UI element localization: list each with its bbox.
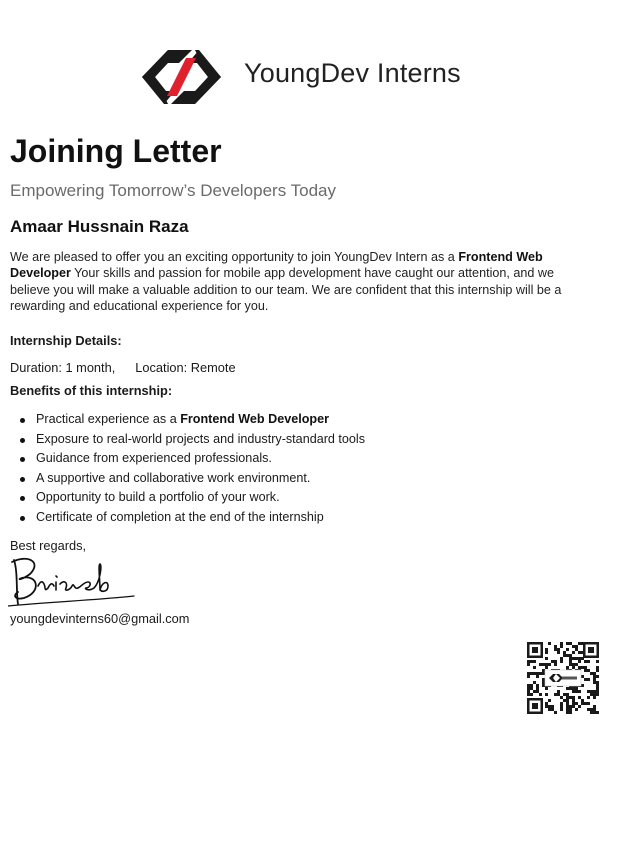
benefits-list bbox=[18, 410, 365, 528]
benefit-item: Opportunity to build a portfolio of your work. bbox=[18, 488, 365, 508]
benefit-item: A supportive and collaborative work environment. bbox=[18, 469, 365, 489]
internship-details-heading: Internship Details: bbox=[10, 333, 122, 348]
recipient-name: Amaar Hussnain Raza bbox=[10, 217, 189, 236]
benefit-item: Certificate of completion at the end of the internship bbox=[18, 508, 365, 528]
intro-text-1: We are pleased to offer you an exciting opportunity to join YoungDev Intern as a bbox=[10, 250, 459, 264]
brand-name: YoungDev Interns bbox=[244, 58, 461, 88]
youngdev-logo-icon bbox=[134, 42, 229, 112]
benefit-item-role: Frontend Web Developer bbox=[180, 412, 330, 426]
location: Location: Remote bbox=[135, 360, 236, 375]
tagline: Empowering Tomorrow’s Developers Today bbox=[10, 181, 336, 200]
benefit-item-prefix: Practical experience as a bbox=[36, 412, 181, 426]
intro-paragraph bbox=[10, 249, 586, 315]
duration: Duration: 1 month, bbox=[10, 360, 116, 375]
contact-email: youngdevinterns60@gmail.com bbox=[10, 611, 190, 626]
internship-details bbox=[10, 360, 236, 375]
intro-text-2: Your skills and passion for mobile app development have caught our attention, and we believe you will make a valuable addition to our team. We are confident that this internship will be a rewarding and educational experience for you. bbox=[10, 266, 562, 314]
qr-code-icon bbox=[526, 641, 600, 715]
benefit-item bbox=[18, 410, 365, 430]
benefit-item: Guidance from experienced professionals. bbox=[18, 449, 365, 469]
benefit-item: Exposure to real-world projects and industry-standard tools bbox=[18, 430, 365, 450]
benefits-heading: Benefits of this internship: bbox=[10, 383, 173, 398]
page-title: Joining Letter bbox=[10, 133, 222, 169]
signature-image bbox=[8, 552, 138, 612]
closing-regards: Best regards, bbox=[10, 538, 87, 553]
intro-role: Frontend Web Developer bbox=[10, 250, 543, 281]
